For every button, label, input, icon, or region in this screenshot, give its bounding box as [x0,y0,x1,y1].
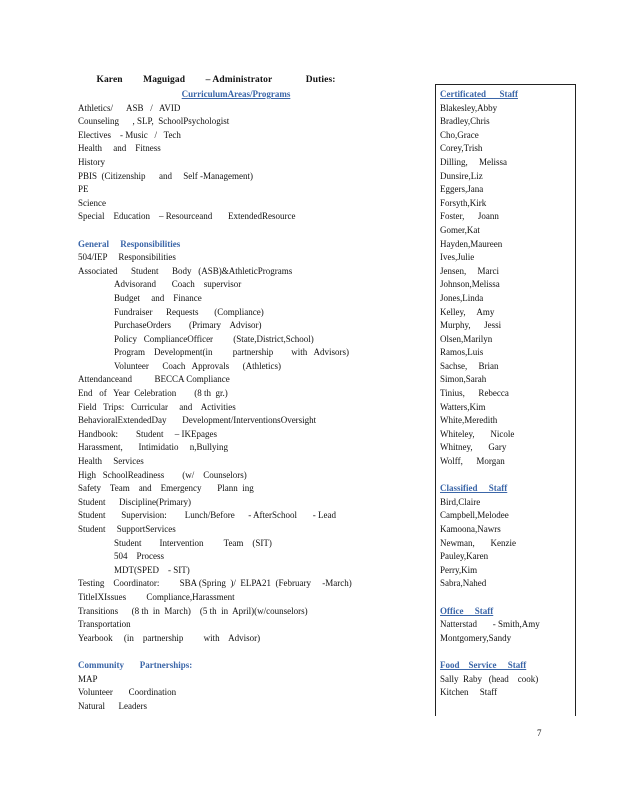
spacer [440,645,574,659]
classified-staff-item: Perry,Kim [440,564,478,575]
certificated-staff-item: Jensen, Marci [440,265,499,276]
responsibility-item: Attendanceand BECCA Compliance [78,374,230,385]
responsibility-item: Volunteer Coach Approvals (Athletics) [114,360,282,371]
responsibility-item: 504/IEP Responsibilities [78,252,176,263]
certificated-staff-item: Eggers,Jana [440,184,484,195]
curriculum-heading: CurriculumAreas/Programs [181,89,291,99]
staff-table-right-border [575,84,576,716]
certificated-staff-item: Olsen,Marilyn [440,333,493,344]
food-list [440,673,574,700]
responsibility-item: Fundraiser Requests (Compliance) [114,306,264,317]
responsibility-item: Advisorand Coach supervisor [114,279,242,290]
page-number: 7 [537,728,542,738]
certificated-staff-item: White,Meredith [440,415,498,426]
responsibility-item: PurchaseOrders (Primary Advisor) [114,320,262,331]
certificated-staff-item: Jones,Linda [440,292,484,303]
responsibility-item: MDT(SPED - SIT) [114,564,190,575]
responsibility-item: Policy ComplianceOfficer (State,District,School) [114,333,314,344]
curriculum-item: Athletics/ ASB / AVID [78,102,181,113]
community-heading: Community Partnerships: [78,659,193,670]
responsibility-item: Student Intervention Team (SIT) [114,537,272,548]
classified-staff-item: Sabra,Nahed [440,578,487,589]
staff-table-left-border [435,84,436,716]
certificated-staff-item: Simon,Sarah [440,374,487,385]
responsibility-item: Student SupportServices [78,524,176,534]
document-title [0,75,432,85]
curriculum-item: Health and Fitness [78,143,161,154]
title-role: – Administrator [205,75,273,85]
responsibility-item: Budget and Finance [114,292,202,303]
community-list [78,673,428,714]
partnership-item: Natural Leaders [78,700,147,711]
responsibility-item: Harassment, Intimidatio n,Bullying [78,442,228,453]
certificated-staff-item: Forsyth,Kirk [440,197,487,208]
staff-table-top-border [435,84,576,85]
certificated-staff-item: Sachse, Brian [440,360,499,371]
partnership-item: MAP [78,673,98,684]
curriculum-item: PBIS (Citizenship and Self -Management) [78,170,253,181]
certificated-staff-item: Murphy, Jessi [440,320,502,331]
certificated-staff-item: Bradley,Chris [440,116,490,127]
responsibility-item: End of Year Celebration (8 th gr.) [78,388,228,399]
duties-column [78,88,428,713]
food-service-staff-item: Kitchen Staff [440,687,498,698]
office-heading: Office Staff [440,605,494,616]
certificated-staff-item: Foster, Joann [440,211,499,222]
responsibility-item: Handbook: Student – IKEpages [78,428,217,439]
certificated-staff-item: Dunsire,Liz [440,170,483,181]
certificated-staff-item: Wolff, Morgan [440,456,505,467]
certificated-staff-item: Ramos,Luis [440,347,484,358]
responsibility-item: Associated Student Body (ASB)&AthleticPrograms [78,265,293,276]
responsibility-item: BehavioralExtendedDay Development/InterventionsOversight [78,415,317,426]
spacer [440,469,574,483]
curriculum-item: Special Education – Resourceand ExtendedResource [78,211,296,222]
certificated-staff-item: Cho,Grace [440,129,479,140]
curriculum-item: Electives - Music / Tech [78,129,181,140]
responsibility-item: Student Supervision: Lunch/Before - AfterSchool - Lead [78,510,336,521]
partnership-item: Volunteer Coordination [78,687,177,698]
certificated-staff-item: Watters,Kim [440,401,486,412]
classified-staff-item: Newman, Kenzie [440,537,516,548]
certificated-staff-item: Corey,Trish [440,143,483,154]
curriculum-item: PE [78,184,89,195]
responsibility-item: 504 Process [114,551,164,562]
certificated-staff-item: Whiteley, Nicole [440,428,515,439]
food-heading: Food Service Staff [440,659,527,670]
classified-list [440,496,574,591]
office-list [440,618,574,645]
office-staff-item: Montgomery,Sandy [440,632,512,643]
responsibility-item: Field Trips: Curricular and Activities [78,401,236,412]
responsibility-item: Yearbook (in partnership with Advisor) [78,632,261,643]
general-list [78,251,428,645]
food-service-staff-item: Sally Raby (head cook) [440,673,539,684]
responsibility-item: Testing Coordinator: SBA (Spring )/ ELPA21 (February -March) [78,578,352,589]
title-last-name: Maguigad [143,75,186,85]
certificated-heading: Certificated Staff [440,89,518,99]
responsibility-item: TitleIXIssues Compliance,Harassment [78,591,235,602]
classified-staff-item: Bird,Claire [440,496,481,507]
certificated-staff-item: Gomer,Kat [440,224,480,235]
certificated-staff-item: Johnson,Melissa [440,279,500,290]
curriculum-item: Science [78,197,106,208]
certificated-staff-item: Dilling, Melissa [440,156,507,167]
certificated-list [440,102,574,469]
certificated-staff-item: Tinius, Rebecca [440,388,509,399]
spacer [78,224,428,238]
curriculum-item: Counseling , SLP, SchoolPsychologist [78,116,230,127]
classified-heading: Classified Staff [440,483,508,494]
curriculum-item: History [78,156,105,167]
responsibility-item: Transportation [78,619,131,630]
staff-column [440,88,574,700]
classified-staff-item: Pauley,Karen [440,551,489,562]
spacer [78,645,428,659]
certificated-staff-item: Blakesley,Abby [440,102,498,113]
title-first-name: Karen [96,75,123,85]
classified-staff-item: Campbell,Melodee [440,510,509,521]
curriculum-list [78,102,428,224]
responsibility-item: Health Services [78,456,144,467]
certificated-staff-item: Whitney, Gary [440,442,507,453]
responsibility-item: Safety Team and Emergency Plann ing [78,483,254,494]
responsibility-item: Student Discipline(Primary) [78,496,191,507]
title-duties: Duties: [305,75,336,85]
general-heading: General Responsibilities [78,238,181,249]
spacer [440,591,574,605]
classified-staff-item: Kamoona,Nawrs [440,524,501,534]
certificated-staff-item: Ives,Julie [440,252,475,263]
certificated-staff-item: Kelley, Amy [440,306,495,317]
responsibility-item: Program Development(in partnership with Advisors) [114,347,349,358]
office-staff-item: Natterstad - Smith,Amy [440,619,540,630]
responsibility-item: Transitions (8 th in March) (5 th in April)(w/counselors) [78,605,308,616]
certificated-staff-item: Hayden,Maureen [440,238,503,249]
responsibility-item: High SchoolReadiness (w/ Counselors) [78,469,247,480]
